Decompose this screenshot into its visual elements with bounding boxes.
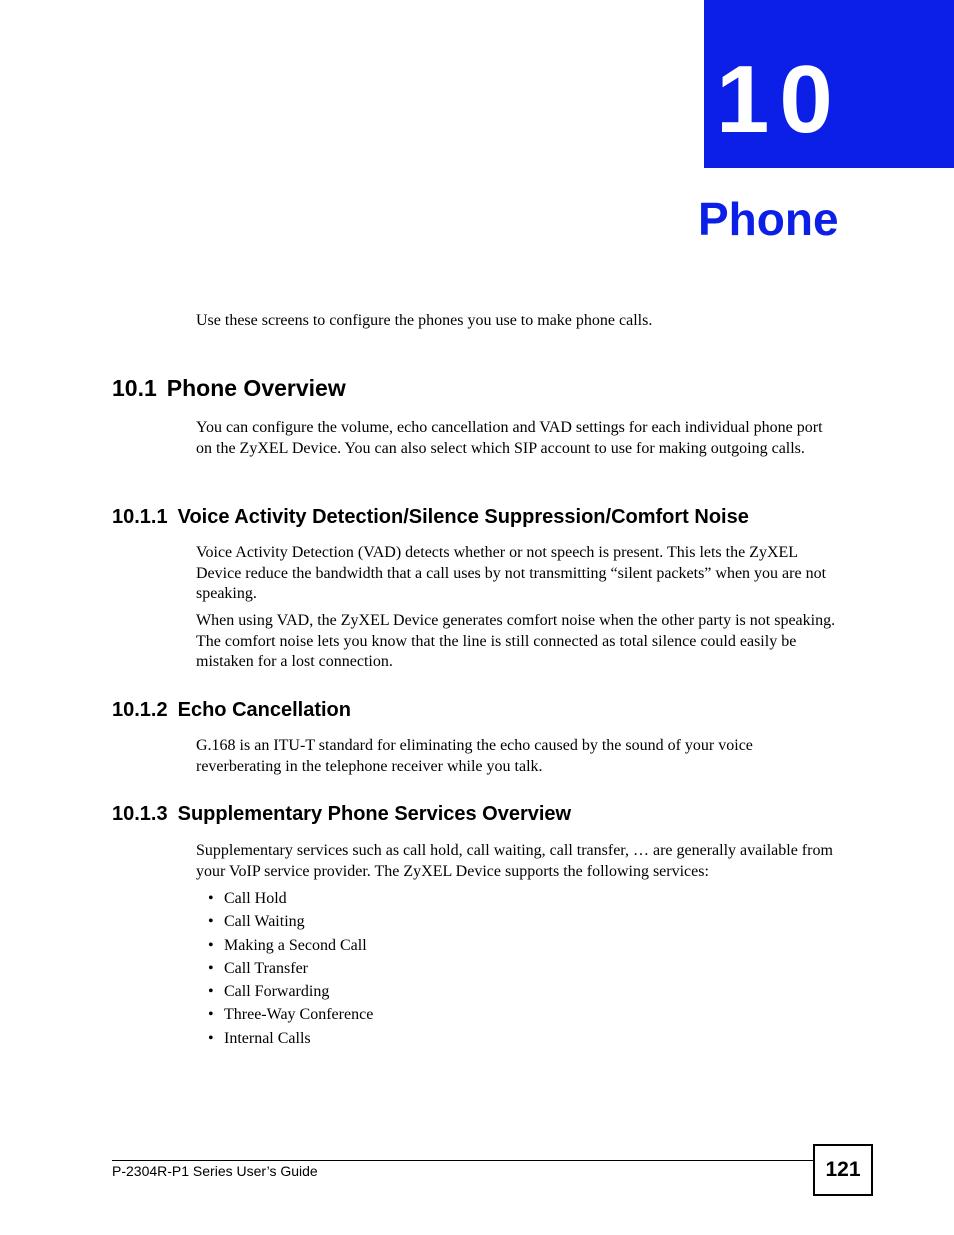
service-name: Internal Calls [224, 1029, 311, 1047]
service-name: Call Hold [224, 890, 287, 907]
section-number: 10.1.3 [112, 803, 168, 825]
section-title: Echo Cancellation [177, 699, 351, 721]
phone-overview-text: You can configure the volume, echo cancellation and VAD settings for each individual phone port on the ZyXEL Device. You can also select which SIP account to use for making outgoing calls. [196, 419, 823, 457]
bullet-icon: • [208, 983, 214, 1001]
footer-guide-title: P-2304R-P1 Series User’s Guide [112, 1163, 318, 1179]
supported-services-list [208, 889, 373, 1052]
list-item [208, 889, 373, 912]
service-name: Three-Way Conference [224, 1006, 374, 1024]
section-title: Phone Overview [166, 375, 346, 401]
bullet-icon: • [208, 890, 214, 907]
service-name: Making a Second Call [224, 936, 367, 954]
section-title: Supplementary Phone Services Overview [177, 803, 572, 825]
list-item [208, 912, 373, 935]
section-heading-phone-overview [112, 374, 346, 402]
bullet-icon: • [208, 913, 214, 931]
footer-divider [112, 1160, 814, 1161]
section-heading-supplementary-services [112, 802, 571, 826]
list-item [208, 982, 373, 1005]
service-name: Call Forwarding [224, 983, 330, 1001]
chapter-title: Phone [698, 193, 839, 245]
chapter-number: 10 [716, 46, 843, 153]
section-heading-echo-cancellation [112, 698, 351, 722]
service-name: Call Waiting [224, 913, 305, 931]
chapter-intro: Use these screens to configure the phones you use to make phone calls. [196, 312, 653, 329]
section-number: 10.1 [112, 375, 157, 401]
bullet-icon: • [208, 1029, 214, 1047]
vad-paragraph-2: When using VAD, the ZyXEL Device generates comfort noise when the other party is not speaking. The comfort noise lets you know that the line is still connected as total silence could easily be mistaken for a lost connection. [196, 612, 836, 670]
list-item [208, 1029, 373, 1052]
echo-cancellation-text: G.168 is an ITU-T standard for eliminating the echo caused by the sound of your voice reverberating in the telephone receiver while you talk. [196, 737, 753, 775]
vad-paragraph-1: Voice Activity Detection (VAD) detects whether or not speech is present. This lets the ZyXEL Device reduce the bandwidth that a call uses by not transmitting “silent packets” when you are not speaking. [196, 544, 827, 602]
service-name: Call Transfer [224, 959, 308, 977]
section-number: 10.1.1 [112, 506, 168, 528]
list-item [208, 936, 373, 959]
section-title: Voice Activity Detection/Silence Suppression/Comfort Noise [177, 506, 749, 528]
list-item [208, 1005, 373, 1028]
bullet-icon: • [208, 1006, 214, 1024]
section-heading-vad [112, 505, 749, 529]
list-item [208, 959, 373, 982]
bullet-icon: • [208, 959, 214, 977]
supplementary-services-text: Supplementary services such as call hold, call waiting, call transfer, … are generally available from your VoIP service provider. The ZyXEL Device supports the following services: [196, 842, 833, 880]
page-number: 121 [813, 1144, 873, 1196]
bullet-icon: • [208, 936, 214, 954]
section-number: 10.1.2 [112, 699, 168, 721]
